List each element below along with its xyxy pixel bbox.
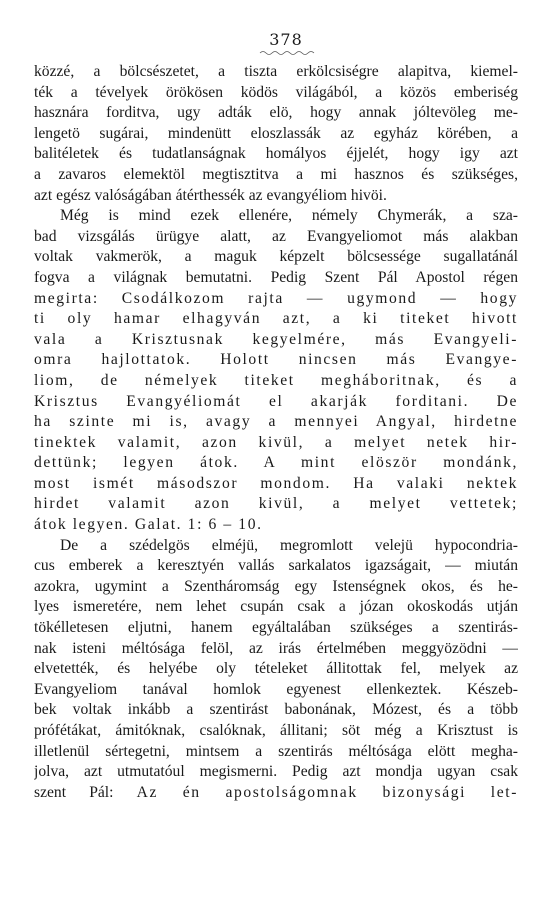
text-line — [34, 762, 518, 783]
text-line — [34, 350, 518, 371]
text-line-spaced: liom, de némelyek titeket megháboritnak, és a — [34, 371, 518, 389]
text-line-plain: hasznára forditva, ugy adták elö, hogy annak jóltevöleg me- — [34, 104, 518, 122]
text-line-plain: illetlenül sértegetni, mintsem a szentirás méltósága elött megha- — [34, 742, 518, 760]
text-line — [34, 309, 518, 330]
text-line — [34, 556, 518, 577]
text-line — [34, 103, 518, 124]
text-line-spaced: Az én apostolságomnak bizonysági let- — [136, 783, 518, 801]
text-line — [34, 618, 518, 639]
body-text — [34, 62, 518, 803]
text-line-plain: jolva, azt utmutatóul megismerni. Pedig azt mondja ugyan csak — [34, 763, 518, 781]
text-line — [34, 742, 518, 763]
page-number: 378 — [269, 30, 303, 49]
text-line — [34, 639, 518, 660]
text-line-plain: prófétákat, ámitóknak, csalóknak, állitani; söt még a Krisztust is — [34, 722, 518, 739]
text-line — [34, 474, 518, 495]
text-line-plain: Még is mind ezek ellenére, némely Chymerák, a sza- — [60, 207, 518, 225]
text-line — [34, 227, 518, 248]
text-line — [34, 289, 518, 310]
text-line-plain: ték a tévelyek örökösen ködös világából, a közös emberiség — [34, 83, 518, 101]
text-line-plain: nak isteni méltósága felöl, az irás értelmében meggyözödni — — [34, 639, 518, 657]
text-line-plain: cus emberek a keresztyén vallás sarkalatos igazságait, — miután — [34, 557, 518, 575]
text-line-plain: Evangyeliom tanával homlok egyenest ellenkeztek. Készeb- — [34, 680, 518, 698]
text-line-plain: voltak vakmerök, a maguk képzelt bölcsessége sugallatánál — [34, 248, 518, 266]
text-line — [34, 124, 518, 145]
text-line-spaced: most ismét másodszor mondom. Ha valaki nektek — [34, 474, 518, 492]
text-line-plain: szent Pál: — [34, 783, 137, 801]
text-line-plain: balitéletek és tudatlanságnak homályos éjjelét, hogy igy azt — [34, 145, 518, 163]
page-number-ornament — [258, 50, 318, 56]
text-line — [34, 536, 518, 557]
text-line — [34, 597, 518, 618]
text-line-plain: azokra, ugymint a Szentháromság egy Istenségnek okos, és he- — [34, 577, 518, 595]
text-line-plain: De a szédelgös elméjü, megromlott velejü hypocondria- — [60, 536, 518, 554]
text-line — [34, 165, 518, 186]
text-line-plain: bad vizsgálás ürügye alatt, az Evangyeliomot más alakban — [34, 227, 518, 245]
text-line — [34, 268, 518, 289]
text-line — [34, 680, 518, 701]
text-line-plain: közzé, a bölcsészetet, a tiszta erkölcsiségre alapitva, kiemel- — [34, 63, 518, 80]
text-line — [34, 515, 518, 536]
text-line — [34, 206, 518, 227]
text-line-plain: a zavaros elemektöl megtisztitva a mi hasznos és szükséges, — [34, 165, 518, 183]
text-line-plain: tökélletesen eljutni, hanem egyáltalában szükséges a szentirás- — [34, 619, 518, 637]
text-line-spaced: Krisztus Evangyéliomát el akarják forditani. De — [34, 392, 518, 410]
text-line — [34, 494, 518, 515]
text-line-spaced: tinektek valamit, azon kivül, a melyet netek hir- — [34, 433, 518, 451]
text-line — [34, 62, 518, 83]
document-page — [34, 30, 518, 803]
text-line — [34, 247, 518, 268]
text-line-plain: fogva a világnak bemutatni. Pedig Szent Pál Apostol régen — [34, 268, 518, 286]
text-line-spaced: omra hajlottatok. Holott nincsen más Evangye- — [34, 351, 518, 369]
text-line — [34, 392, 518, 413]
text-line — [34, 83, 518, 104]
text-line — [34, 144, 518, 165]
text-line — [34, 659, 518, 680]
text-line — [34, 453, 518, 474]
text-line — [34, 700, 518, 721]
text-line-spaced: átok legyen. Galat. 1: 6 – 10. — [34, 516, 263, 534]
text-line — [34, 186, 518, 207]
text-line — [34, 412, 518, 433]
text-line-plain: lengetö sugárai, mindenütt eloszlassák az egyház körében, a — [34, 124, 518, 142]
text-line-spaced: megirta: Csodálkozom rajta — ugymond — hogy — [34, 289, 518, 307]
text-line-spaced: vala a Krisztusnak kegyelmére, más Evangyeli- — [34, 330, 518, 348]
text-line-spaced: ti oly hamar elhagyván azt, a ki titeket hivott — [34, 310, 518, 328]
text-line-plain: bek voltak inkább a szentirást babonának, Mózest, és a több — [34, 701, 518, 719]
text-line — [34, 783, 518, 804]
text-line — [34, 577, 518, 598]
text-line — [34, 721, 518, 742]
text-line — [34, 371, 518, 392]
text-line-spaced: dettünk; legyen átok. A mint elöször mondánk, — [34, 454, 518, 472]
text-line-plain: lyes ismeretére, nem lehet csupán csak a józan okoskodás utján — [34, 598, 518, 616]
text-line — [34, 433, 518, 454]
text-line-spaced: hirdet valamit azon kivül, a melyet vettetek; — [34, 495, 518, 513]
text-line-plain: azt egész valóságában átérthessék az evangyéliom hivöi. — [34, 186, 387, 204]
text-line — [34, 330, 518, 351]
text-line-spaced: ha szinte mi is, avagy a mennyei Angyal, hirdetne — [34, 413, 518, 431]
text-line-plain: elvetették, és helyébe oly tételeket állitottak fel, melyek az — [34, 660, 518, 678]
